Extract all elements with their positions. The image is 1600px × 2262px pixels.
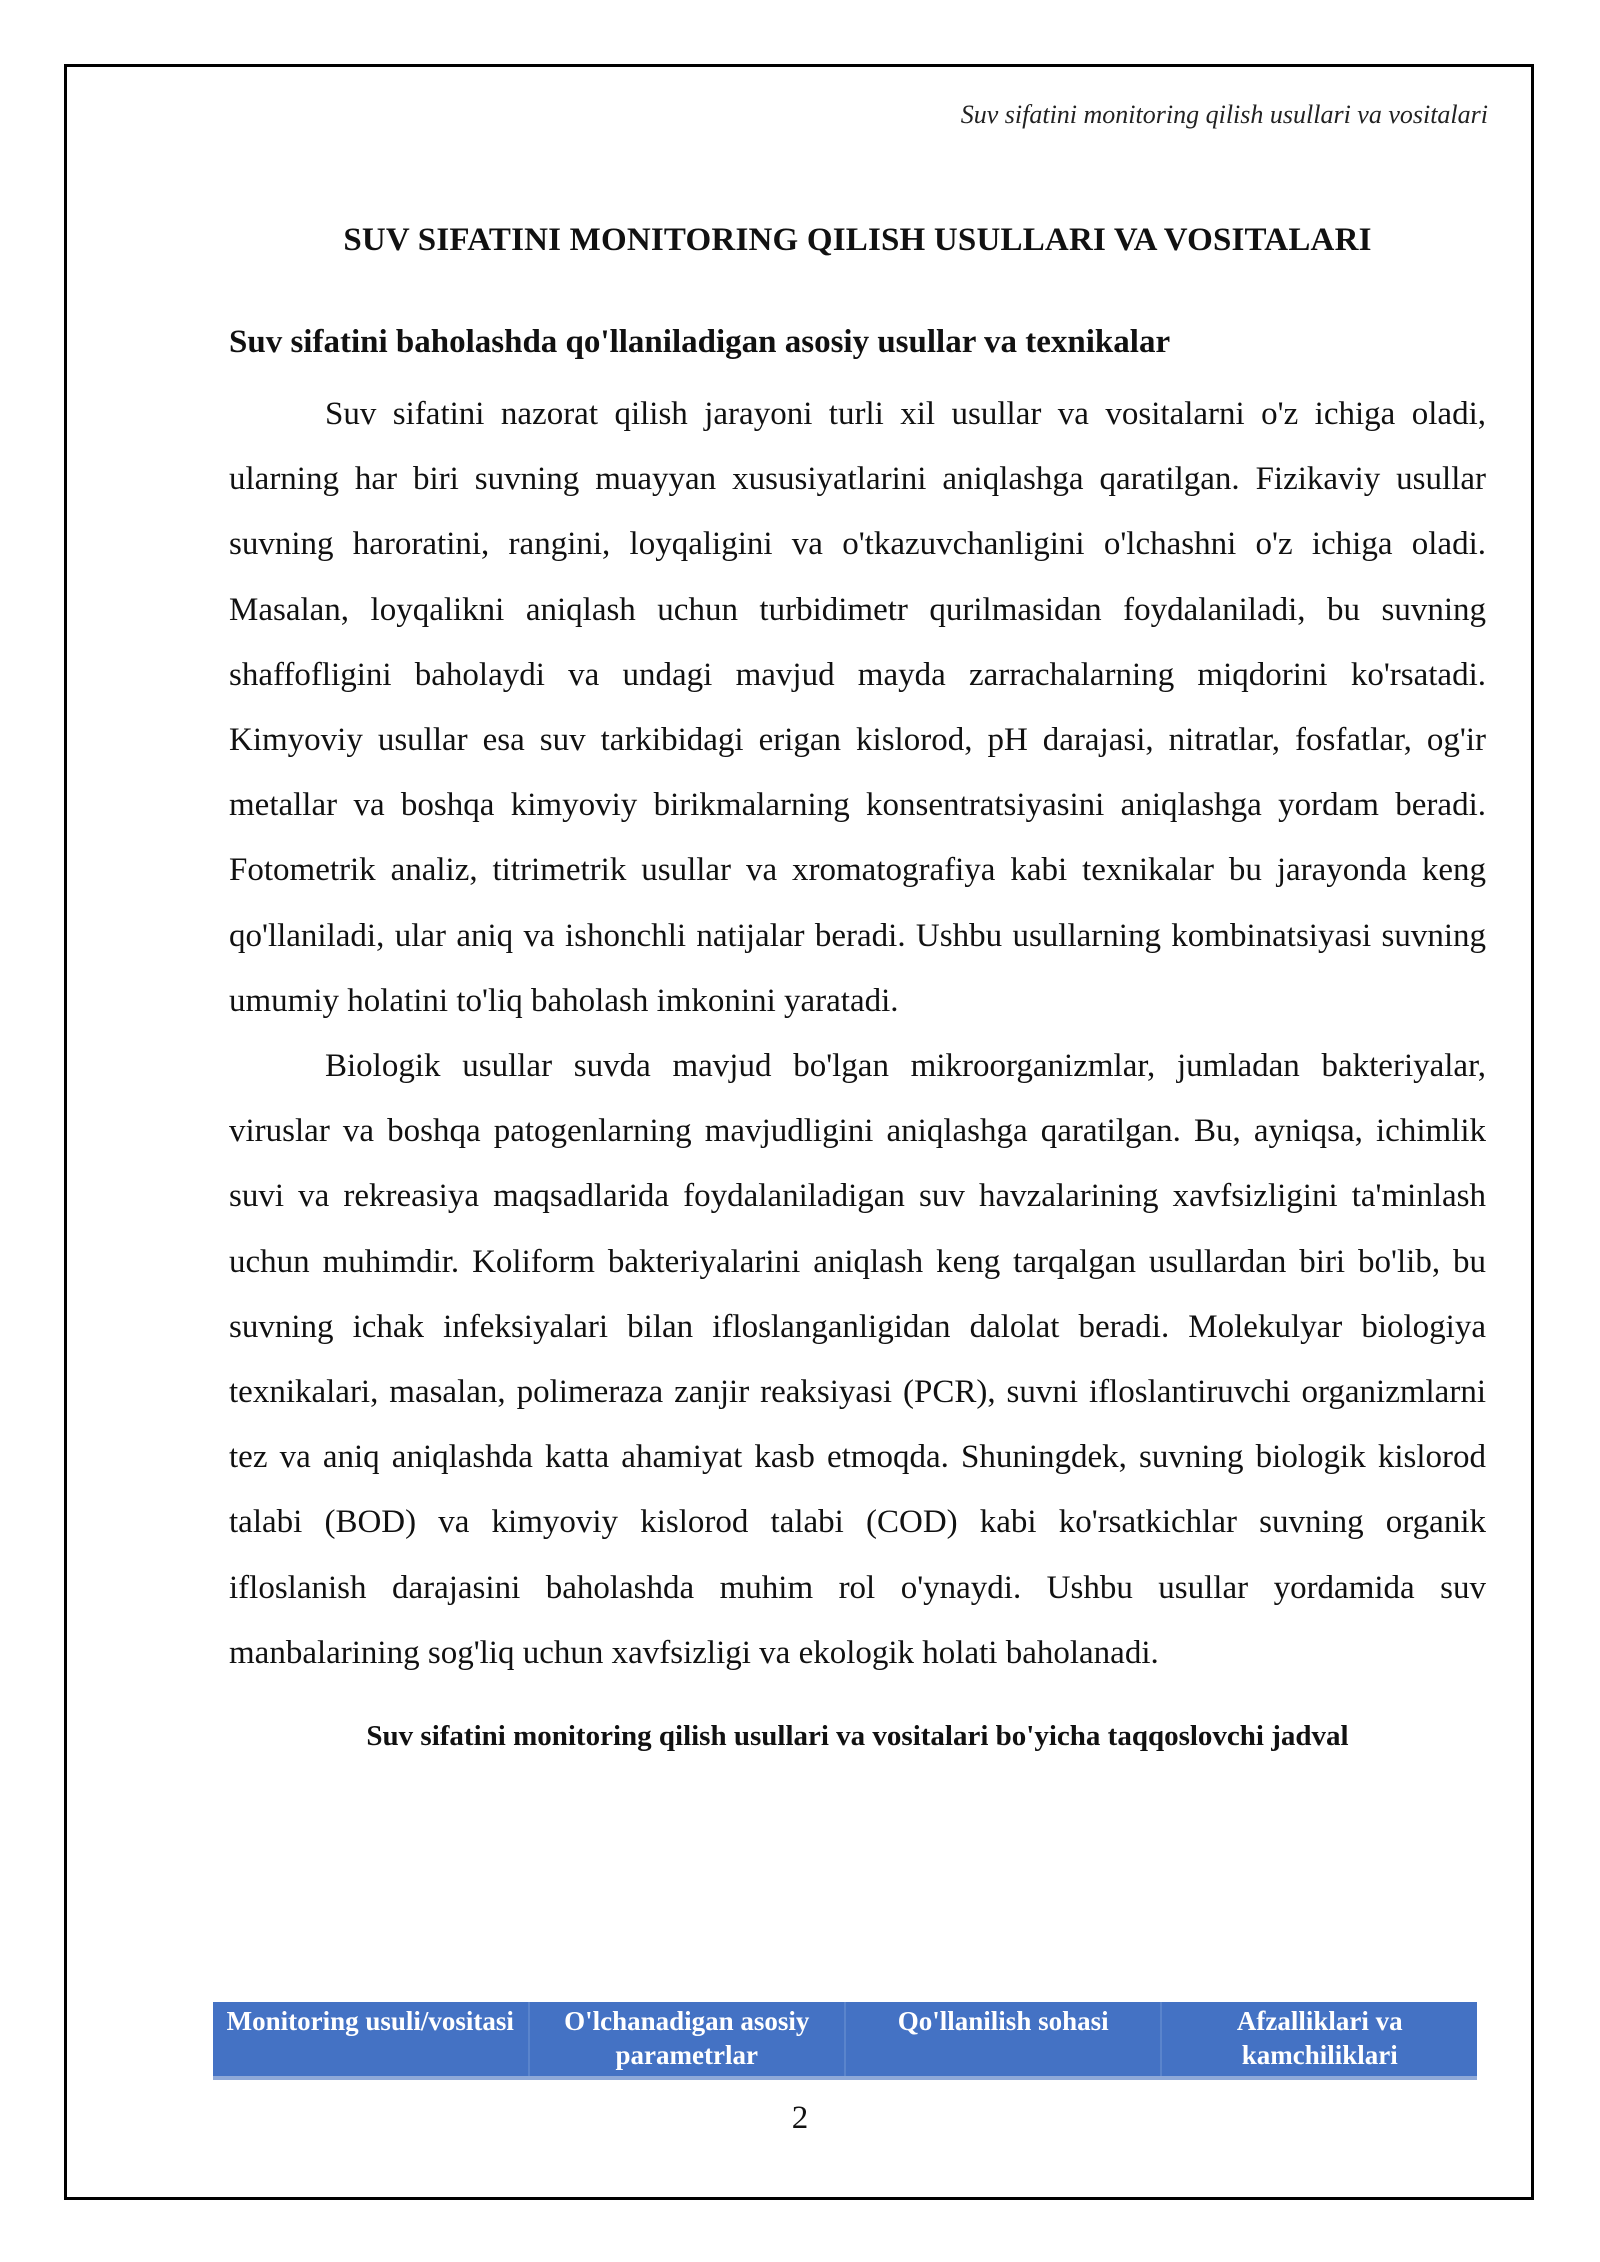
page-content xyxy=(229,212,1486,1758)
body-paragraph: Biologik usullar suvda mavjud bo'lgan mikroorganizmlar, jumladan bakteriyalar, viruslar va boshqa patogenlarning mavjudligini aniqlashga qaratilgan. Bu, ayniqsa, ichimlik suvi va rekreasiya maqsadlarida foydalaniladigan suv havzalarining xavfsizligini ta'minlash uchun muhimdir. Koliform bakteriyalarini aniqlash keng tarqalgan usullardan biri bo'lib, bu suvning ichak infeksiyalari bilan ifloslanganligidan dalolat beradi. Molekulyar biologiya texnikalari, masalan, polimeraza zanjir reaksiyasi (PCR), suvni ifloslantiruvchi organizmlarni tez va aniq aniqlashda katta ahamiyat kasb etmoqda. Shuningdek, suvning biologik kislorod talabi (BOD) va kimyoviy kislorod talabi (COD) kabi ko'rsatkichlar suvning organik ifloslanish darajasini baholashda muhim rol o'ynaydi. Ushbu usullar yordamida suv manbalarining sog'liq uchun xavfsizligi va ekologik holati baholanadi. xyxy=(229,1048,1486,1671)
column-header-parameters: O'lchanadigan asosiy parametrlar xyxy=(529,2002,845,2078)
column-header-application: Qo'llanilish sohasi xyxy=(845,2002,1161,2078)
running-header: Suv sifatini monitoring qilish usullari va vositalari xyxy=(960,100,1488,129)
page-number: 2 xyxy=(791,2100,809,2136)
comparison-table-wrapper xyxy=(213,2002,1477,2080)
document-title: SUV SIFATINI MONITORING QILISH USULLARI VA VOSITALARI xyxy=(343,222,1372,258)
table-header-row xyxy=(213,2002,1477,2078)
column-header-pros-cons: Afzalliklari va kamchiliklari xyxy=(1161,2002,1477,2078)
section-heading: Suv sifatini baholashda qo'llaniladigan asosiy usullar va texnikalar xyxy=(229,324,1171,360)
column-header-method: Monitoring usuli/vositasi xyxy=(213,2002,529,2078)
comparison-table xyxy=(213,2002,1477,2080)
table-caption: Suv sifatini monitoring qilish usullari va vositalari bo'yicha taqqoslovchi jadval xyxy=(366,1720,1349,1753)
body-paragraph: Suv sifatini nazorat qilish jarayoni turli xil usullar va vositalarni o'z ichiga oladi, ularning har biri suvning muayyan xususiyatlarini aniqlashga qaratilgan. Fizikaviy usullar suvning haroratini, rangini, loyqaligini va o'tkazuvchanligini o'lchashni o'z ichiga oladi. Masalan, loyqalikni aniqlash uchun turbidimetr qurilmasidan foydalaniladi, bu suvning shaffofligini baholaydi va undagi mavjud mayda zarrachalarning miqdorini ko'rsatadi. Kimyoviy usullar esa suv tarkibidagi erigan kislorod, pH darajasi, nitratlar, fosfatlar, og'ir metallar va boshqa kimyoviy birikmalarning konsentratsiyasini aniqlashga yordam beradi. Fotometrik analiz, titrimetrik usullar va xromatografiya kabi texnikalar bu jarayonda keng qo'llaniladi, ular aniq va ishonchli natijalar beradi. Ushbu usullarning kombinatsiyasi suvning umumiy holatini to'liq baholash imkonini yaratadi. xyxy=(229,396,1486,1019)
